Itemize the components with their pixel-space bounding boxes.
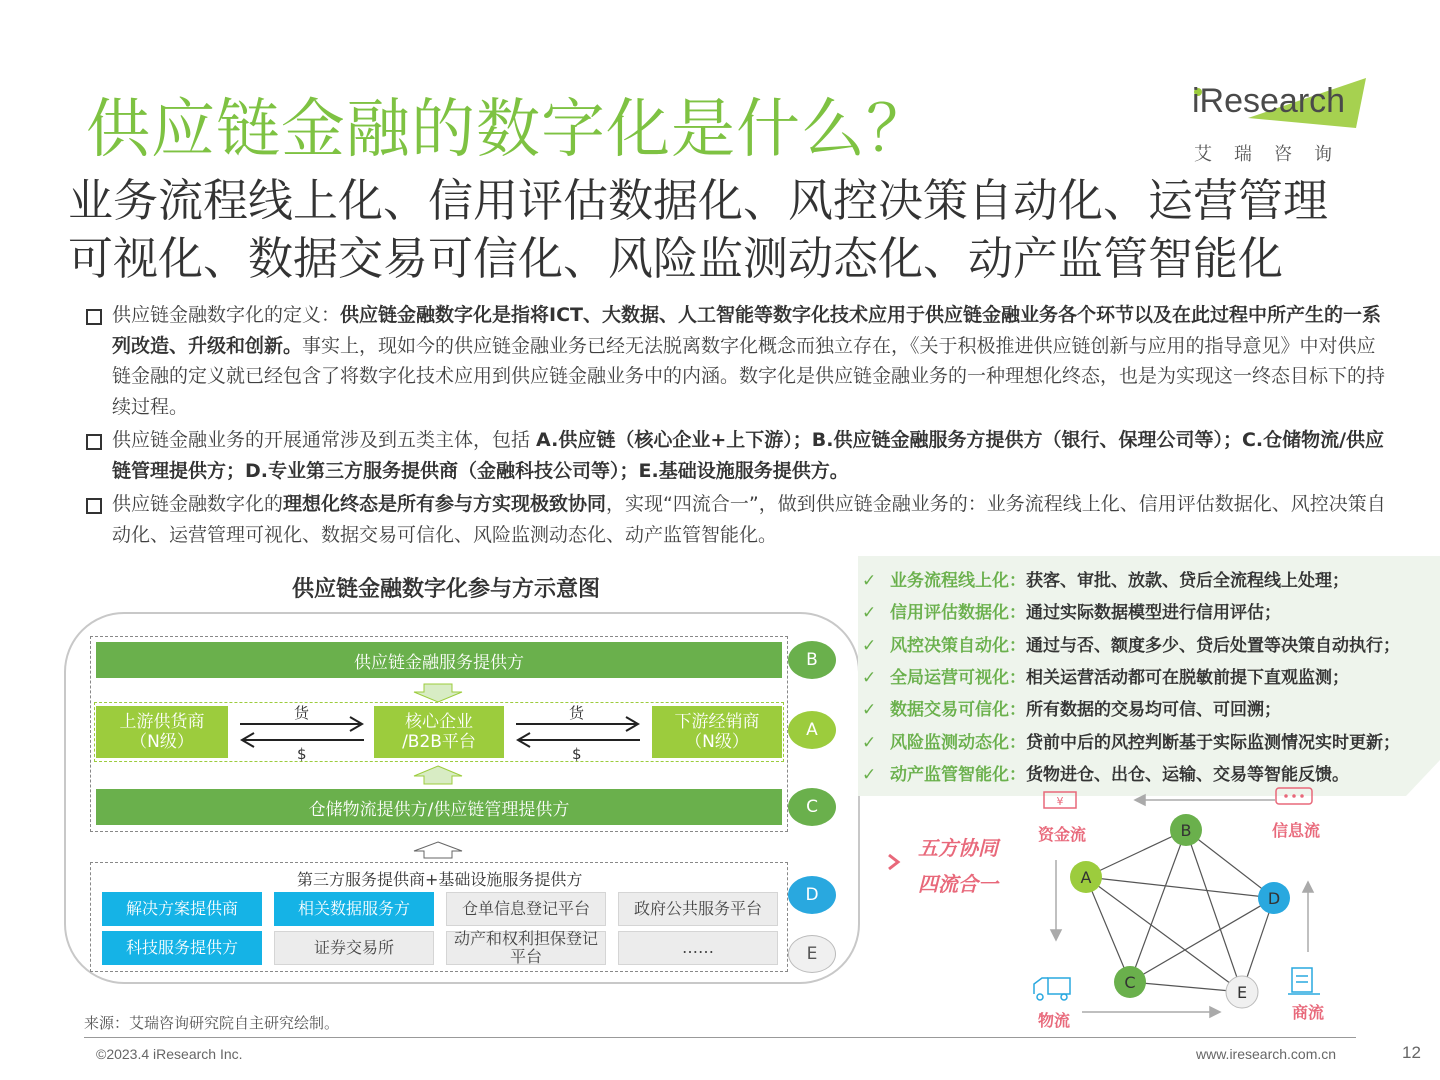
node-c-label: C (1124, 973, 1136, 992)
bullet-item (84, 425, 1394, 486)
feature-key: 全局运营可视化： (890, 668, 1026, 688)
bullet-text: ，实现“四流合一”，做到供应链金融业务的：业务流程线上化、信用评估数据化、风控决策自动化、运营管理可视化、数据交易可信化、风险监测动态化、动产监管智能化。 (112, 493, 1386, 546)
capital-flow-label: 资金流 (1038, 825, 1087, 844)
node-a-label: A (1080, 868, 1092, 887)
feature-value: 所有数据的交易均可信、可回溯； (1026, 700, 1281, 720)
circle-a: A (788, 711, 836, 749)
circle-e: E (788, 935, 836, 973)
subtitle-line-2: 可视化、数据交易可信化、风险监测动态化、动产监管智能化 (68, 232, 1284, 285)
source-note: 来源：艾瑞咨询研究院自主研究绘制。 (84, 1014, 340, 1032)
money-label: $ (572, 745, 582, 763)
check-icon: ✓ (862, 668, 877, 688)
check-icon: ✓ (862, 603, 877, 623)
yuan-icon (1044, 792, 1076, 808)
node-e-label: E (1236, 983, 1248, 1002)
bullet-list (84, 300, 1394, 553)
feature-key: 数据交易可信化： (890, 700, 1026, 720)
cell-warehouse-registry: 仓单信息登记平台 (446, 892, 606, 926)
cell-solution-provider: 解决方案提供商 (102, 892, 262, 926)
bullet-bold-text: 供应链金融数字化是指将ICT、大数据、人工智能等数字化技术应用于供应链金融业务各个环节以及在此过程中所产生的一系列改造、升级和创新。 (112, 304, 1381, 357)
downstream-level: （N级） (685, 732, 749, 752)
footer-divider (84, 1037, 1356, 1038)
check-icon: ✓ (862, 700, 877, 720)
five-party-label: 五方协同 (918, 836, 998, 860)
svg-text:¥: ¥ (1056, 795, 1064, 808)
feature-key: 风控决策自动化： (890, 636, 1026, 656)
feature-item (862, 663, 1349, 688)
chevron-right-icon (884, 852, 904, 872)
four-flow-label: 四流合一 (918, 872, 998, 896)
feature-item (862, 566, 1349, 591)
bar-financial-service: 供应链金融服务提供方 (96, 642, 782, 678)
feature-key: 动产监管智能化： (890, 765, 1026, 785)
check-icon: ✓ (862, 636, 877, 656)
bullet-text: 事实上，现如今的供应链金融业务已经无法脱离数字化概念而独立存在，《关于积极推进供应链创新与应用的指导意见》中对供应链金融的定义就已经包含了将数字化技术应用到供应链金融业务中的内涵。数字化是供应链金融业务的一种理想化终态，也是为实现这一终态目标下的持续过程。 (112, 334, 1386, 418)
arrow-up-outline-icon (412, 840, 464, 860)
bullet-item (84, 300, 1394, 422)
website-url: www.iresearch.com.cn (1196, 1046, 1337, 1062)
core-platform: /B2B平台 (402, 732, 476, 752)
page-title: 供应链金融的数字化是什么？ (86, 93, 931, 167)
cell-tech-service: 科技服务提供方 (102, 931, 262, 965)
subtitle-line-1: 业务流程线上化、信用评估数据化、风控决策自动化、运营管理 (68, 174, 1329, 227)
cell-ellipsis: …… (618, 931, 778, 965)
upstream-supplier-box (96, 706, 228, 758)
cell-collateral-registry: 动产和权利担保登记平台 (446, 931, 606, 965)
feature-value: 贷前中后的风控判断基于实际监测情况实时更新； (1026, 733, 1400, 753)
feature-item (862, 728, 1400, 753)
downstream-dealer-box (652, 706, 782, 758)
bullet-text: 供应链金融数字化的定义： (112, 304, 341, 326)
commerce-flow-label: 商流 (1292, 1003, 1325, 1022)
check-icon: ✓ (862, 733, 877, 753)
diagram-title: 供应链金融数字化参与方示意图 (292, 577, 601, 602)
node-b-label: B (1180, 821, 1192, 840)
page-number: 12 (1402, 1043, 1421, 1062)
money-label: $ (297, 745, 307, 763)
cell-stock-exchange: 证券交易所 (274, 931, 434, 965)
upstream-label: 上游供货商 (119, 712, 205, 732)
bullet-item (84, 489, 1394, 550)
arrow-up-icon (412, 764, 464, 786)
document-icon (1288, 968, 1320, 994)
feature-item (862, 695, 1281, 720)
truck-icon (1034, 978, 1070, 1000)
logo-brand: iResearch (1192, 82, 1346, 120)
cell-gov-service: 政府公共服务平台 (618, 892, 778, 926)
bullet-bold-text: 理想化终态是所有参与方实现极致协同 (283, 493, 607, 515)
feature-value: 相关运营活动都可在脱敏前提下直观监测； (1026, 668, 1349, 688)
bar-warehouse-logistics: 仓储物流提供方/供应链管理提供方 (96, 789, 782, 825)
upstream-level: （N级） (130, 732, 194, 752)
logistics-flow-label: 物流 (1038, 1011, 1071, 1030)
downstream-label: 下游经销商 (674, 712, 760, 732)
bullet-text: 供应链金融数字化的 (112, 493, 284, 515)
circle-d: D (788, 876, 836, 914)
cell-data-service: 相关数据服务方 (274, 892, 434, 926)
node-d-label: D (1267, 889, 1281, 908)
check-icon: ✓ (862, 571, 877, 591)
info-flow-label: 信息流 (1272, 821, 1321, 840)
feature-value: 通过实际数据模型进行信用评估； (1026, 603, 1281, 623)
feature-value: 获客、审批、放款、贷后全流程线上处理； (1026, 571, 1349, 591)
features-panel (858, 556, 1440, 796)
circle-c: C (788, 788, 836, 826)
circle-b: B (788, 641, 836, 679)
copyright: ©2023.4 iResearch Inc. (96, 1046, 243, 1062)
feature-key: 业务流程线上化： (890, 571, 1026, 591)
third-party-title: 第三方服务提供商+基础设施服务提供方 (297, 870, 583, 889)
core-label: 核心企业 (405, 712, 473, 732)
check-icon: ✓ (862, 765, 877, 785)
feature-key: 风险监测动态化： (890, 733, 1026, 753)
feature-key: 信用评估数据化： (890, 603, 1026, 623)
iresearch-logo (1188, 78, 1388, 168)
goods-label: 货 (294, 704, 310, 722)
arrow-down-icon (412, 682, 464, 704)
feature-value: 货物进仓、出仓、运输、交易等智能反馈。 (1026, 765, 1349, 785)
logo-subtext: 艾瑞咨询 (1194, 144, 1354, 165)
core-enterprise-box (374, 706, 504, 758)
message-icon (1276, 788, 1312, 804)
panel-fold-corner (1406, 760, 1440, 796)
bullet-bold-text: A.供应链（核心企业+上下游）；B.供应链金融服务方提供方（银行、保理公司等）；C.仓储物流/供应链管理提供方；D.专业第三方服务提供商（金融科技公司等）；E.基础设施服务提供方。 (112, 429, 1385, 482)
feature-item (862, 598, 1281, 623)
feature-value: 通过与否、额度多少、贷后处置等决策自动执行； (1026, 636, 1400, 656)
bullet-text: 供应链金融业务的开展通常涉及到五类主体，包括 (112, 429, 537, 451)
goods-label: 货 (569, 704, 585, 722)
feature-item (862, 631, 1400, 656)
